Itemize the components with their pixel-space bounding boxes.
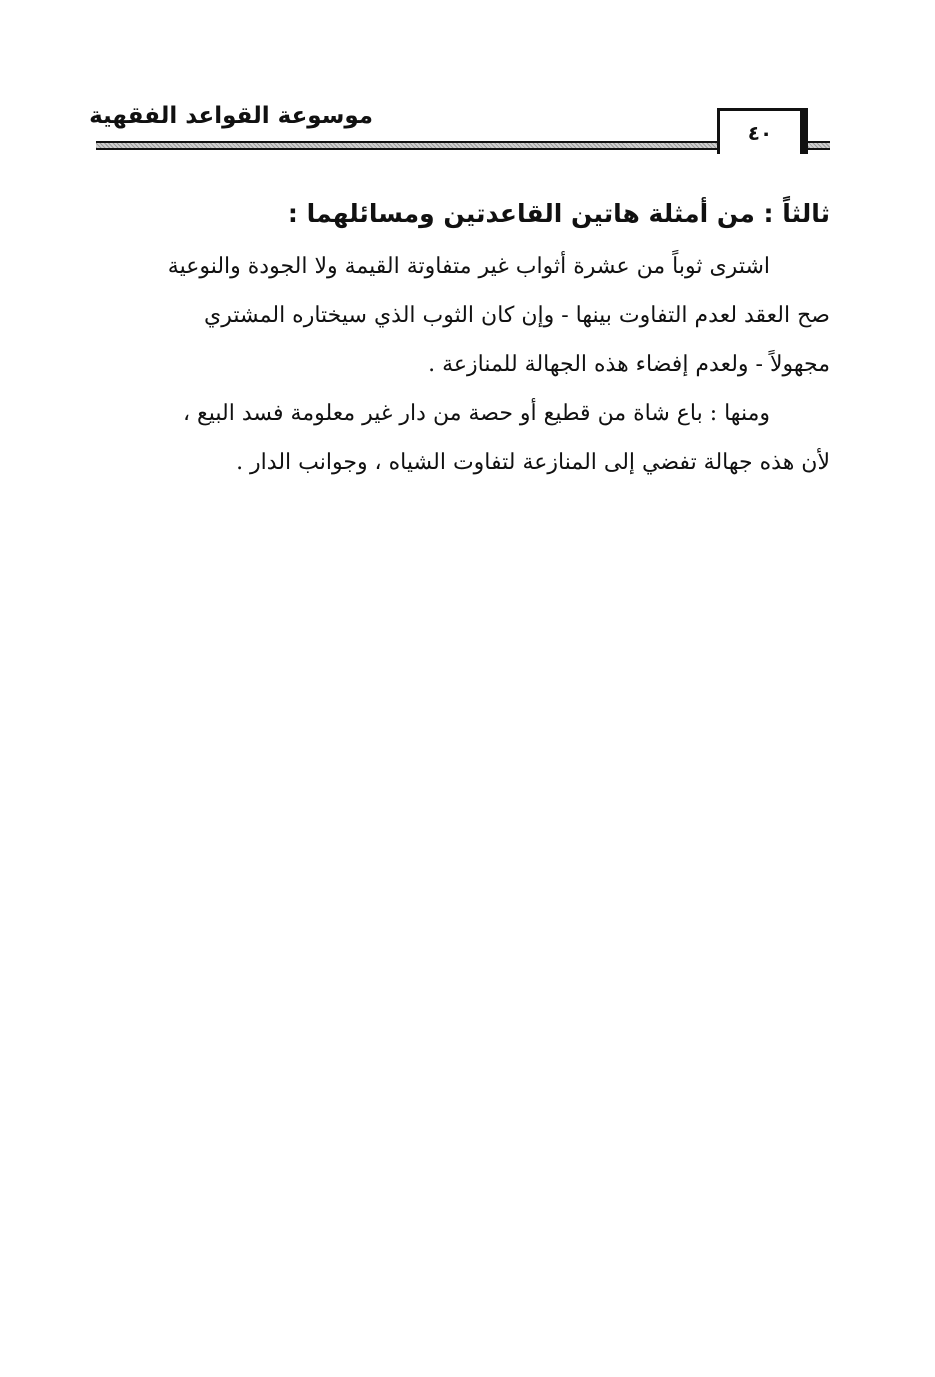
section-heading: ثالثاً : من أمثلة هاتين القاعدتين ومسائلهما :: [287, 199, 830, 228]
text-line: لأن هذه جهالة تفضي إلى المنازعة لتفاوت الشياه ، وجوانب الدار .: [236, 450, 830, 475]
page-content: [96, 188, 830, 487]
page-header: [0, 0, 935, 160]
running-title: موسوعة القواعد الفقهية: [89, 103, 373, 129]
text-line: مجهولاً - ولعدم إفضاء هذه الجهالة للمنازعة .: [428, 352, 830, 377]
page-number: ٤٠: [717, 108, 803, 154]
paragraph-1: [96, 242, 830, 389]
text-line: صح العقد لعدم التفاوت بينها - وإن كان الثوب الذي سيختاره المشتري: [204, 303, 830, 328]
text-line: اشترى ثوباً من عشرة أثواب غير متفاوتة القيمة ولا الجودة والنوعية: [167, 254, 770, 279]
text-line: ومنها : باع شاة من قطيع أو حصة من دار غير معلومة فسد البيع ،: [182, 401, 770, 426]
paragraph-2: [96, 389, 830, 487]
